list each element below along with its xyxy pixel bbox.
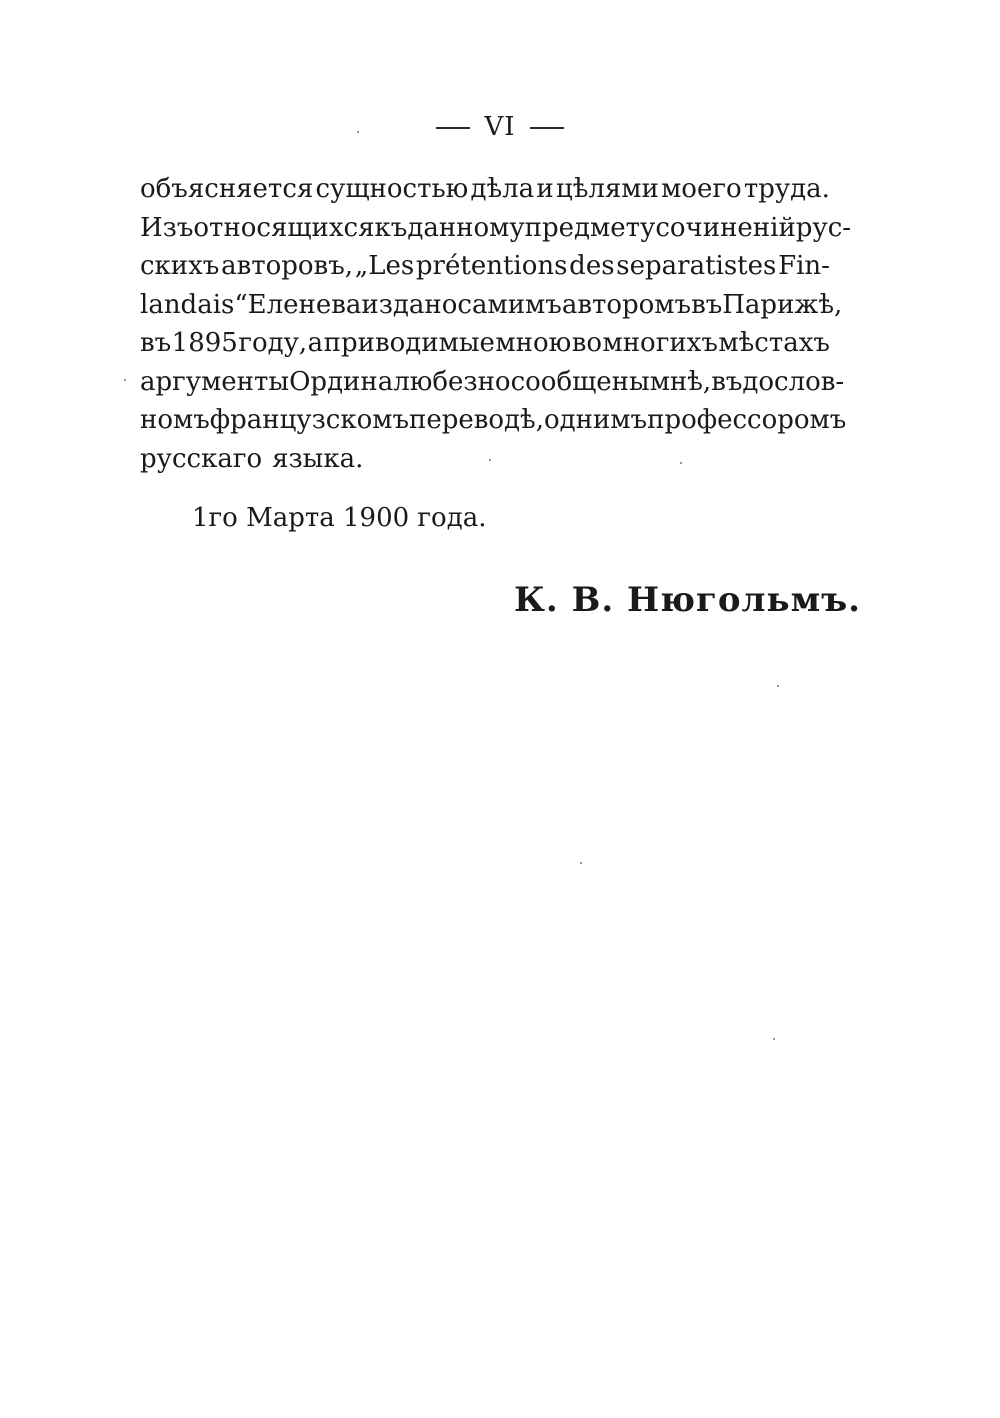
word: prétentions — [415, 251, 568, 281]
word: самимъ — [457, 289, 562, 320]
word: дѣла — [470, 174, 535, 204]
word: моего — [661, 174, 742, 204]
text-line — [140, 209, 852, 248]
word: профессоромъ — [647, 405, 847, 435]
word: сообщены — [510, 366, 650, 397]
word: предмету — [524, 212, 656, 243]
word: любезно — [393, 366, 511, 397]
author-signature: К. В. Нюгольмъ. — [514, 580, 862, 620]
word: мнѣ, — [649, 366, 712, 397]
word: во — [571, 328, 603, 358]
word: аргументы — [140, 366, 290, 397]
word: году, — [238, 328, 308, 358]
word: скихъ — [140, 251, 220, 281]
text-line — [140, 247, 830, 286]
text-line — [140, 363, 845, 402]
word: des — [569, 251, 615, 281]
word: данному — [407, 212, 525, 243]
header-dash-right — [530, 127, 564, 129]
scan-speck — [580, 862, 582, 864]
word: номъ — [140, 405, 210, 435]
word: Парижѣ, — [722, 289, 843, 320]
word: и — [536, 174, 554, 204]
word: приводимые — [323, 328, 495, 358]
word: французскомъ — [209, 405, 410, 435]
word: относящихся — [193, 212, 375, 243]
text-line — [140, 170, 830, 209]
scan-speck — [124, 379, 126, 381]
word: объясняется — [140, 174, 314, 204]
scan-speck — [489, 459, 491, 461]
word: авторовъ, — [221, 251, 353, 281]
word: издано — [361, 289, 458, 320]
word: въ — [140, 328, 172, 358]
header-dash-left — [436, 127, 470, 129]
scan-speck — [680, 462, 682, 464]
word: къ — [374, 212, 408, 243]
page-header — [0, 112, 1000, 142]
scan-speck — [773, 1038, 775, 1040]
word: переводѣ, — [409, 405, 545, 435]
word: авторомъ — [561, 289, 692, 320]
word: Изъ — [140, 212, 194, 243]
body-paragraph — [140, 170, 852, 478]
word: separatistes — [616, 251, 777, 281]
word: труда. — [743, 174, 830, 204]
word: мѣстахъ — [718, 328, 830, 358]
word: Ордина — [289, 366, 394, 397]
word: языка. — [272, 443, 364, 474]
word: цѣлями — [555, 174, 659, 204]
word: а — [307, 328, 324, 358]
word: Fin- — [778, 251, 830, 281]
word: landais“ — [140, 289, 248, 320]
page-number: VI — [484, 112, 516, 142]
text-line — [140, 286, 843, 325]
word: 1895 — [171, 328, 238, 358]
word: дослов- — [742, 366, 845, 397]
word: въ — [711, 366, 743, 397]
word: мною — [495, 328, 572, 358]
word: въ — [691, 289, 723, 320]
text-line — [140, 401, 847, 440]
scan-speck — [777, 685, 779, 687]
word: сущностью — [315, 174, 469, 204]
text-line — [140, 324, 830, 363]
word: рус- — [795, 212, 852, 243]
word: однимъ — [544, 405, 648, 435]
date-line: 1го Марта 1900 года. — [192, 503, 487, 533]
word: многихъ — [602, 328, 718, 358]
text-line — [140, 440, 830, 479]
word: сочиненій — [655, 212, 796, 243]
word: Еленева — [247, 289, 362, 320]
scan-speck — [357, 131, 359, 133]
word: русскаго — [140, 443, 263, 474]
word: „Les — [354, 251, 415, 281]
